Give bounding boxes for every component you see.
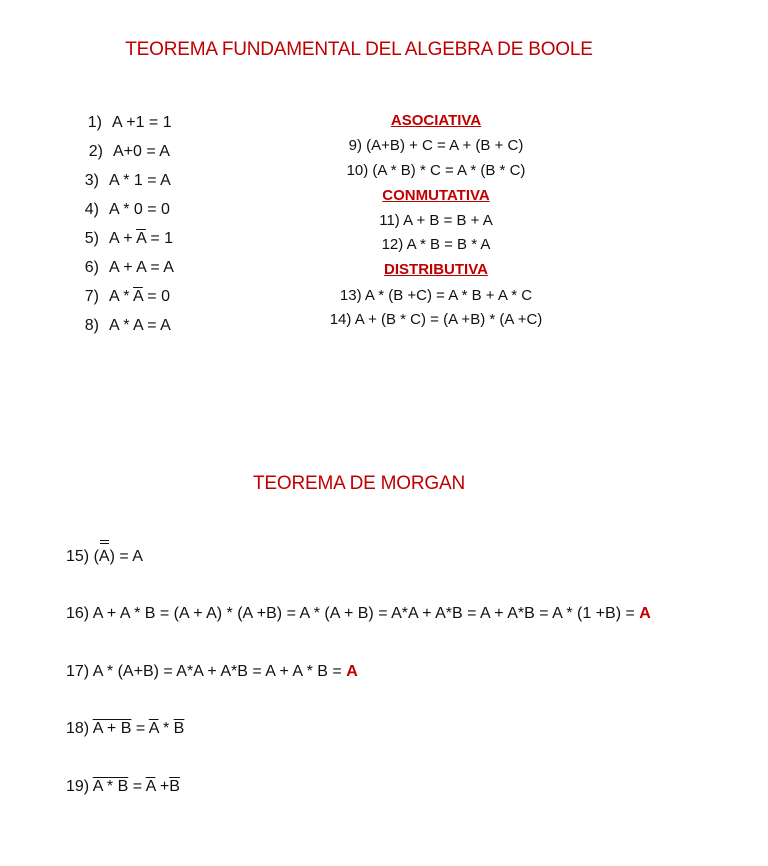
- equals: =: [128, 778, 146, 795]
- theorem-expression: A * A = A: [109, 317, 171, 334]
- theorem-number: 1): [87, 114, 102, 131]
- theorem-number: 7): [84, 288, 99, 305]
- theorem-2: [79, 142, 170, 162]
- property-9: 9) (A+B) + C = A + (B + C): [348, 137, 524, 154]
- heading-distributiva: DISTRIBUTIVA: [384, 261, 488, 278]
- operator: *: [158, 720, 174, 737]
- row-expression: 16) A + A * B = (A + A) * (A +B) = A * (A + B) = A*A + A*B = A + A*B = A * (1 +B) =: [66, 605, 640, 622]
- theorem-5: [75, 229, 173, 249]
- section-title-morgan: TEOREMA DE MORGAN: [253, 473, 465, 494]
- expr-part: A +: [109, 230, 137, 247]
- theorem-expression: [109, 230, 173, 247]
- theorem-number: 3): [84, 172, 99, 189]
- row-number: 18): [66, 720, 93, 737]
- negated-variable: $\overline{A}$: [136, 230, 146, 247]
- negated-variable: $\overline{A}$: [145, 778, 156, 795]
- theorem-7: [75, 287, 170, 307]
- expr-part: A *: [109, 288, 134, 305]
- property-11: 11) A + B = B + A: [379, 212, 493, 229]
- theorem-number: 2): [88, 143, 103, 160]
- theorem-expression: A * 0 = 0: [109, 201, 170, 218]
- negated-variable: $\overline{A}$: [133, 288, 143, 305]
- theorem-expression: A * 1 = A: [109, 172, 171, 189]
- row-expression: 17) A * (A+B) = A*A + A*B = A + A * B =: [66, 663, 347, 680]
- negated-variable: $\overline{A}$: [148, 720, 159, 737]
- negated-variable: $\overline{B}$: [173, 720, 185, 737]
- property-13: 13) A * (B +C) = A * B + A * C: [339, 287, 533, 304]
- expr-part: = 0: [142, 288, 170, 305]
- theorem-3: [75, 171, 171, 191]
- theorem-number: 5): [84, 230, 99, 247]
- heading-conmutativa: CONMUTATIVA: [382, 187, 490, 204]
- equals: =: [131, 720, 149, 737]
- paren: ): [109, 548, 115, 565]
- morgan-18: [66, 718, 184, 740]
- theorem-expression: A+0 = A: [113, 143, 170, 160]
- page-title: TEOREMA FUNDAMENTAL DEL ALGEBRA DE BOOLE: [125, 39, 593, 60]
- negated-product: A * B: [92, 778, 129, 795]
- negated-variable: $\overline{B}$: [169, 778, 180, 795]
- morgan-16: [66, 603, 651, 625]
- theorem-number: 6): [84, 259, 99, 276]
- theorem-8: [75, 316, 171, 336]
- double-negation: [94, 548, 115, 565]
- theorem-expression: [109, 288, 170, 305]
- row-number: 19): [66, 778, 93, 795]
- property-14: 14) A + (B * C) = (A +B) * (A +C): [329, 311, 543, 328]
- double-negated-variable: A: [99, 546, 110, 568]
- row-rest: = A: [114, 548, 143, 565]
- theorem-1: [78, 113, 172, 133]
- paren: (: [93, 548, 99, 565]
- expr-part: = 1: [145, 230, 174, 247]
- operator: +: [155, 778, 170, 795]
- row-result: A: [639, 605, 651, 622]
- morgan-15: [66, 546, 143, 568]
- heading-asociativa: ASOCIATIVA: [390, 112, 482, 129]
- theorem-number: 4): [84, 201, 99, 218]
- theorem-4: [75, 200, 170, 220]
- negated-sum: A + B: [92, 720, 132, 737]
- theorem-number: 8): [84, 317, 99, 334]
- theorem-6: [75, 258, 174, 278]
- theorem-expression: A +1 = 1: [112, 114, 172, 131]
- theorem-expression: A + A = A: [109, 259, 174, 276]
- property-12: 12) A * B = B * A: [381, 236, 491, 253]
- row-number: 15): [66, 548, 90, 565]
- morgan-19: [66, 776, 180, 798]
- property-10: 10) (A * B) * C = A * (B * C): [346, 162, 526, 179]
- morgan-17: [66, 661, 358, 683]
- row-result: A: [346, 663, 358, 680]
